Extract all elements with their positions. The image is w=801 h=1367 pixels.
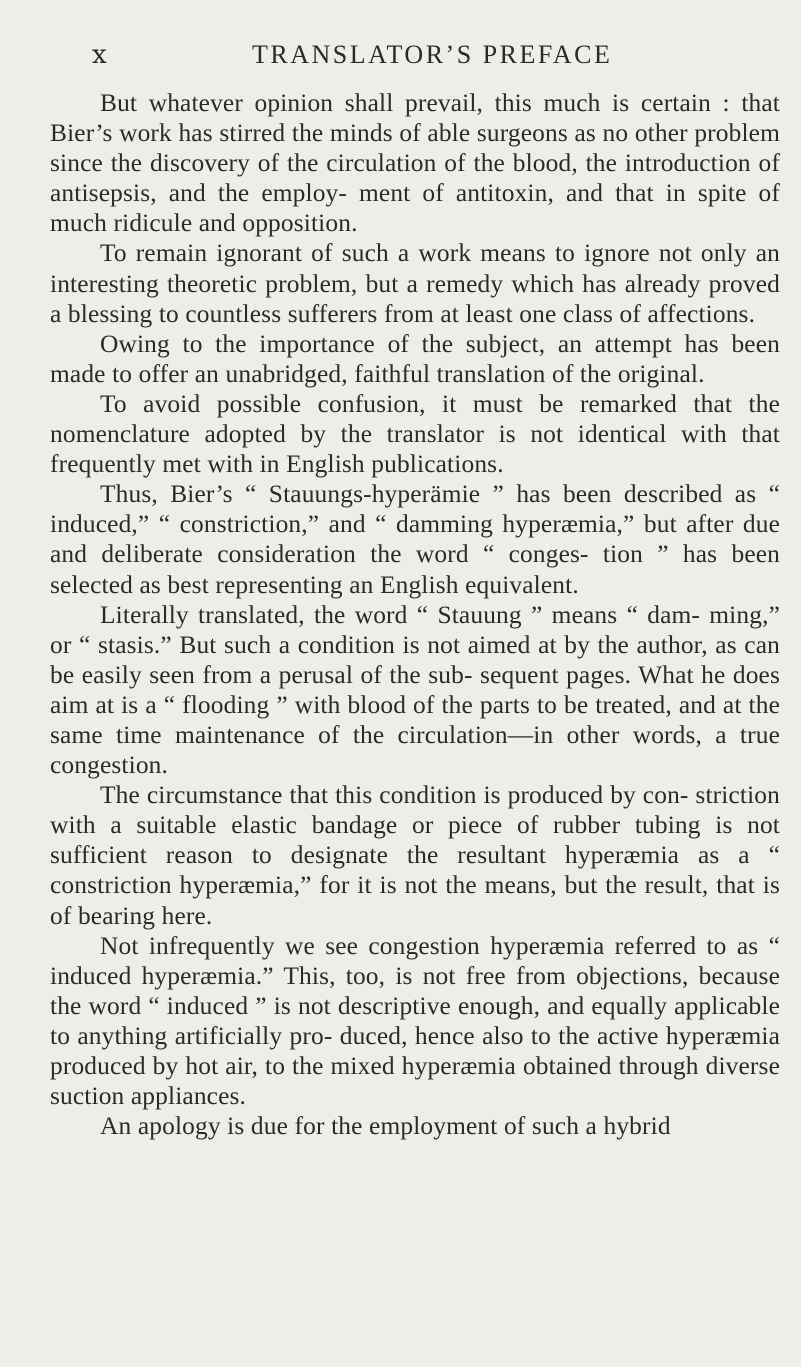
header-title: TRANSLATOR’S PREFACE: [252, 40, 613, 69]
paragraph: Thus, Bier’s “ Stauungs-hyperämie ” has been described as “ induced,” “ constriction,” and “ damming hyperæmia,” but after due and deliberate consideration the word “ conges- tion ” has been selected as best representing an English equivalent.: [50, 480, 780, 599]
paragraph: To avoid possible confusion, it must be remarked that the nomenclature adopted by the translator is not identical with that frequently met with in English publications.: [50, 389, 780, 479]
paragraph: Not infrequently we see congestion hyperæmia referred to as “ induced hyperæmia.” This, too, is not free from objections, because the word “ induced ” is not descriptive enough, and equally applicable to anything artificially pro- duced, hence also to the active hyperæmia produced by hot air, to the mixed hyperæmia obtained through diverse suction appliances.: [50, 931, 780, 1111]
paragraph: But whatever opinion shall prevail, this much is certain : that Bier’s work has stirred the minds of able surgeons as no other problem since the discovery of the circulation of the blood, the introduction of antisepsis, and the employ- ment of antitoxin, and that in spite of much ridicule and opposition.: [50, 89, 780, 238]
body-text: [50, 88, 780, 1141]
paragraph: The circumstance that this condition is produced by con- striction with a suitable elastic bandage or piece of rubber tubing is not sufficient reason to designate the resultant hyperæmia as a “ constriction hyperæmia,” for it is not the means, but the result, that is of bearing here.: [50, 781, 780, 930]
paragraph: To remain ignorant of such a work means to ignore not only an interesting theoretic problem, but a remedy which has already proved a blessing to countless sufferers from at least one class of affections.: [50, 239, 780, 328]
paragraph: An apology is due for the employment of such a hybrid: [100, 1112, 671, 1141]
running-head: [92, 40, 792, 74]
page-number: x: [92, 40, 108, 70]
paragraph: Literally translated, the word “ Stauung ” means “ dam- ming,” or “ stasis.” But such a condition is not aimed at by the author, as can be easily seen from a perusal of the sub- sequent pages. What he does aim at is a “ flooding ” with blood of the parts to be treated, and at the same time maintenance of the circulation—in other words, a true congestion.: [50, 600, 780, 780]
paragraph: Owing to the importance of the subject, an attempt has been made to offer an unabridged, faithful translation of the original.: [50, 329, 780, 388]
